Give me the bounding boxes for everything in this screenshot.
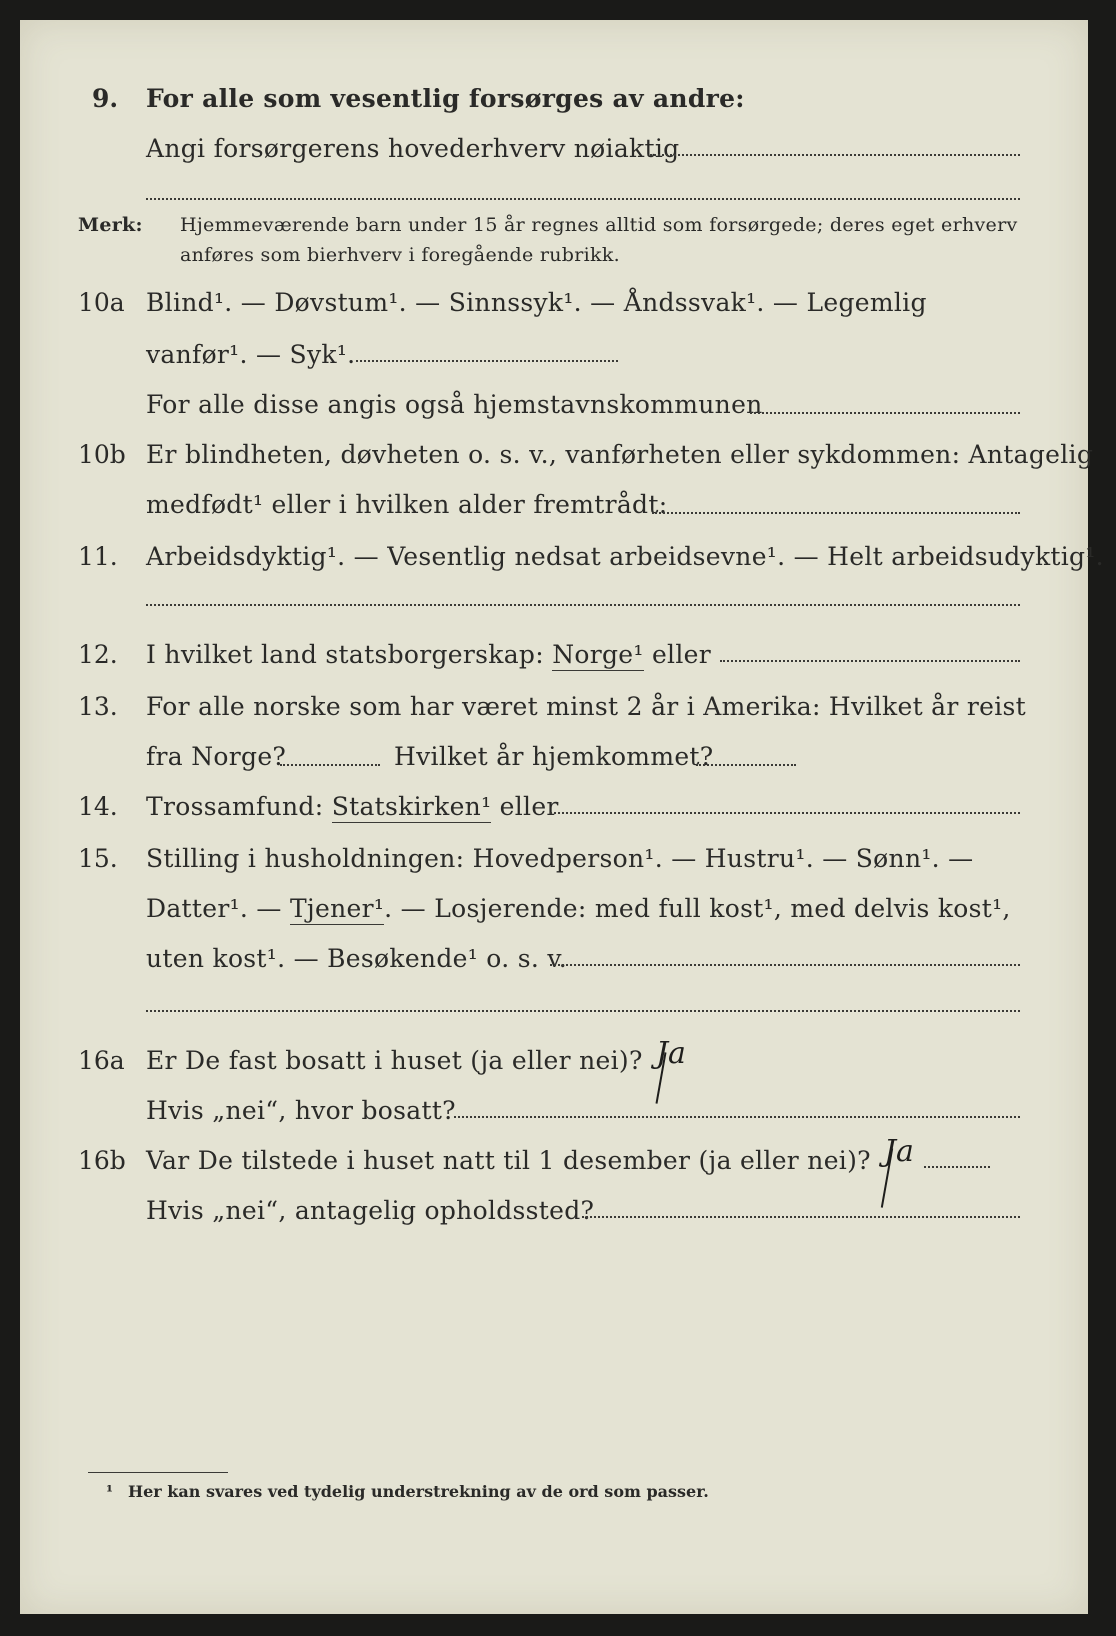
q12-prefix: I hvilket land statsborgerskap: xyxy=(146,640,544,669)
q11-line1: Arbeidsdyktig¹. — Vesentlig nedsat arbeidsevne¹. — Helt arbeidsudyktig¹. xyxy=(146,542,1104,571)
q10a-syk-answer-line[interactable] xyxy=(356,360,618,362)
q14-answer-line[interactable] xyxy=(550,812,1020,814)
q10a-line1: Blind¹. — Døvstum¹. — Sinnssyk¹. — Åndssvak¹. — Legemlig xyxy=(146,288,927,317)
footnote-rule xyxy=(88,1472,228,1473)
footnote-mark: ¹ xyxy=(106,1482,114,1501)
q11-number: 11. xyxy=(78,542,118,571)
q14-line xyxy=(146,792,559,821)
q13-reist-answer-line[interactable] xyxy=(280,764,380,766)
q9-answer-line-2[interactable] xyxy=(146,198,1020,200)
merk-line1: Hjemmeværende barn under 15 år regnes alltid som forsørgede; deres eget erhverv xyxy=(180,214,1018,236)
q15-answer-line-2[interactable] xyxy=(146,1010,1020,1012)
q10a-number: 10a xyxy=(78,288,125,317)
q12-line xyxy=(146,640,711,669)
q14-prefix: Trossamfund: xyxy=(146,792,324,821)
q14-number: 14. xyxy=(78,792,118,821)
q13-line1: For alle norske som har været minst 2 år i Amerika: Hvilket år reist xyxy=(146,692,1027,721)
q9-line1: For alle som vesentlig forsørges av andre: xyxy=(146,84,745,113)
q12-norge-option[interactable]: Norge¹ xyxy=(552,640,644,669)
q16b-line1: Var De tilstede i huset natt til 1 desember (ja eller nei)? xyxy=(146,1146,871,1175)
q10b-line1: Er blindheten, døvheten o. s. v., vanførheten eller sykdommen: Antagelig xyxy=(146,440,1094,469)
q15-line3: uten kost¹. — Besøkende¹ o. s. v. xyxy=(146,944,568,973)
q15-line2b: . — Losjerende: med full kost¹, med delvis kost¹, xyxy=(384,894,1011,923)
q16a-line2: Hvis „nei“, hvor bosatt? xyxy=(146,1096,456,1125)
q16b-number: 16b xyxy=(78,1146,126,1175)
q10b-number: 10b xyxy=(78,440,126,469)
q13-line2a: fra Norge? xyxy=(146,742,287,771)
q10a-line2: vanfør¹. — Syk¹. xyxy=(146,340,356,369)
q16b-opholdssted-answer-line[interactable] xyxy=(582,1216,1020,1218)
q13-line2b: Hvilket år hjemkommet? xyxy=(394,742,714,771)
q15-number: 15. xyxy=(78,844,118,873)
q10a-line3: For alle disse angis også hjemstavnskommunen xyxy=(146,390,763,419)
q16a-number: 16a xyxy=(78,1046,125,1075)
q10a-kommune-answer-line[interactable] xyxy=(750,412,1020,414)
q13-hjemkommet-answer-line[interactable] xyxy=(696,764,796,766)
q15-tjener-option[interactable]: Tjener¹ xyxy=(289,894,385,923)
q14-suffix: eller xyxy=(499,792,559,821)
q12-suffix: eller xyxy=(651,640,711,669)
q16a-answer-line[interactable] xyxy=(454,1116,1020,1118)
q15-line1: Stilling i husholdningen: Hovedperson¹. — Hustru¹. — Sønn¹. — xyxy=(146,844,974,873)
q16a-line1: Er De fast bosatt i huset (ja eller nei)? xyxy=(146,1046,643,1075)
q14-statskirken-option[interactable]: Statskirken¹ xyxy=(331,792,492,821)
footnote-text: Her kan svares ved tydelig understrekning av de ord som passer. xyxy=(128,1482,709,1501)
q9-answer-line[interactable] xyxy=(650,154,1020,156)
q15-line2 xyxy=(146,894,1011,923)
q12-answer-line[interactable] xyxy=(720,660,1020,662)
q15-line2a: Datter¹. — xyxy=(146,894,282,923)
q16b-handwritten-answer[interactable]: Ja xyxy=(884,1134,914,1169)
merk-label: Merk: xyxy=(78,214,143,236)
q16b-answer-line[interactable] xyxy=(924,1166,990,1168)
q9-line2: Angi forsørgerens hovederhverv nøiaktig xyxy=(146,134,680,163)
census-form-page xyxy=(20,20,1104,1614)
q16a-handwritten-answer[interactable]: Ja xyxy=(656,1036,686,1071)
merk-line2: anføres som bierhverv i foregående rubrikk. xyxy=(180,244,620,266)
q13-number: 13. xyxy=(78,692,118,721)
q12-number: 12. xyxy=(78,640,118,669)
q9-number: 9. xyxy=(92,84,119,113)
q11-answer-line[interactable] xyxy=(146,604,1020,606)
q10b-line2: medfødt¹ eller i hvilken alder fremtrådt: xyxy=(146,490,668,519)
q15-answer-line[interactable] xyxy=(550,964,1020,966)
q10b-answer-line[interactable] xyxy=(652,512,1020,514)
q16b-line2: Hvis „nei“, antagelig opholdssted? xyxy=(146,1196,595,1225)
